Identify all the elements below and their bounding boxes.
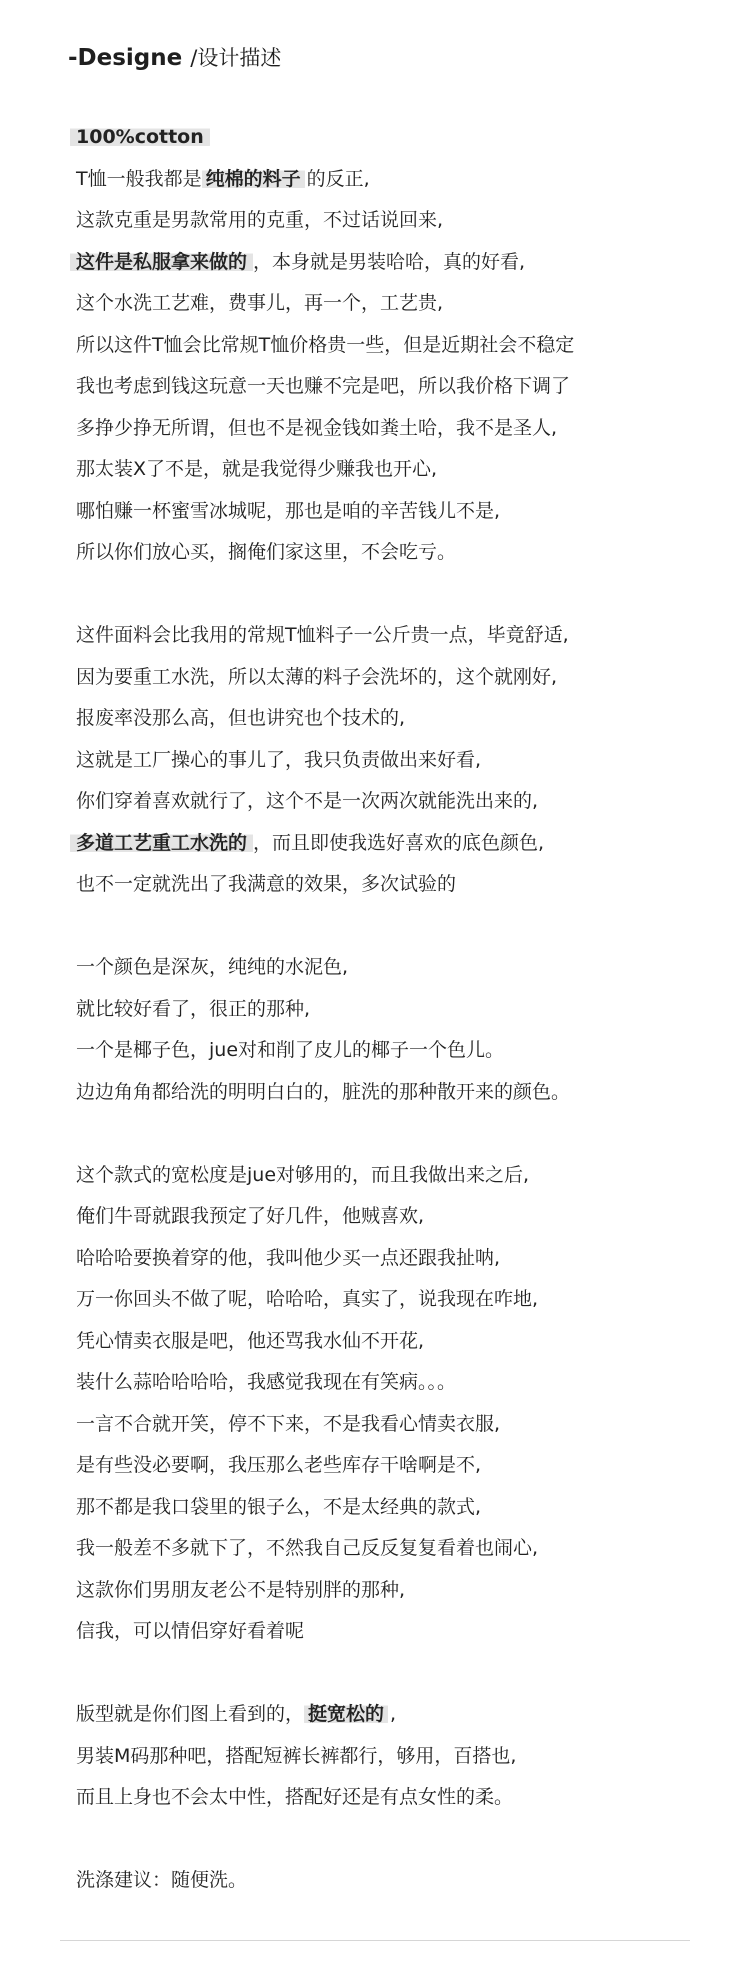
highlight-private-wear: 这件是私服拿来做的 <box>70 251 253 273</box>
section-title-chinese: /设计描述 <box>190 46 282 70</box>
text-segment: ，本身就是男装哈哈，真的好看, <box>253 250 526 273</box>
text-line: 俺们牛哥就跟我预定了好几件，他贼喜欢, <box>76 1205 425 1227</box>
text-line: 我一般差不多就下了，不然我自己反反复复看着也闹心, <box>76 1537 539 1559</box>
text-line: 是有些没必要啊，我压那么老些库存干啥啊是不, <box>76 1454 482 1476</box>
text-line: 报废率没那么高，但也讲究也个技术的, <box>76 707 406 729</box>
text-line <box>76 1694 716 1736</box>
text-line: 这就是工厂操心的事儿了，我只负责做出来好看, <box>76 748 482 771</box>
text-line: 我也考虑到钱这玩意一天也赚不完是吧，所以我价格下调了 <box>76 375 571 397</box>
section-title-english: -Designe <box>68 45 183 71</box>
paragraph-gap <box>76 906 716 948</box>
text-segment: T恤一般我都是 <box>76 167 202 190</box>
text-line <box>76 242 716 284</box>
highlight-heavy-wash: 多道工艺重工水洗的 <box>70 832 253 854</box>
highlight-material-tag: 100%cotton <box>70 126 210 148</box>
text-line <box>76 823 716 865</box>
text-line: 男装M码那种吧，搭配短裤长裤都行，够用，百搭也, <box>76 1744 517 1767</box>
text-line: 一言不合就开笑，停不下来，不是我看心情卖衣服, <box>76 1412 501 1435</box>
text-line: 就比较好看了，很正的那种, <box>76 997 311 1020</box>
text-segment: 的反正, <box>306 167 370 190</box>
text-line <box>76 117 716 159</box>
text-line: 也不一定就洗出了我满意的效果，多次试验的 <box>76 873 457 895</box>
text-line: 你们穿着喜欢就行了，这个不是一次两次就能洗出来的, <box>76 790 539 812</box>
text-line <box>76 159 716 201</box>
paragraph-gap <box>76 574 716 616</box>
text-line: 这款你们男朋友老公不是特别胖的那种, <box>76 1578 406 1601</box>
text-line: 边边角角都给洗的明明白白的，脏洗的那种散开来的颜色。 <box>76 1080 571 1103</box>
text-line: 而且上身也不会太中性，搭配好还是有点女性的柔。 <box>76 1786 514 1808</box>
text-line: 装什么蒜哈哈哈哈，我感觉我现在有笑病。。。 <box>76 1371 457 1393</box>
highlight-pure-cotton: 纯棉的料子 <box>202 168 305 190</box>
text-line: 凭心情卖衣服是吧，他还骂我水仙不开花, <box>76 1329 425 1352</box>
paragraph-gap <box>76 1113 716 1155</box>
description-body <box>76 117 716 1902</box>
text-segment: , <box>390 1703 397 1725</box>
text-line: 一个是椰子色，jue对和削了皮儿的椰子一个色儿。 <box>76 1039 505 1061</box>
text-line: 因为要重工水洗，所以太薄的料子会洗坏的，这个就刚好, <box>76 665 558 688</box>
text-segment: 版型就是你们图上看到的， <box>76 1703 305 1725</box>
text-line: 信我，可以情侣穿好看着呢 <box>76 1620 305 1642</box>
text-line: 这个水洗工艺难，费事儿，再一个，工艺贵, <box>76 292 444 314</box>
text-line: 那不都是我口袋里的银子么，不是太经典的款式, <box>76 1495 482 1518</box>
text-line: 哈哈哈要换着穿的他，我叫他少买一点还跟我扯呐, <box>76 1246 501 1269</box>
text-line: 这件面料会比我用的常规T恤料子一公斤贵一点，毕竟舒适, <box>76 624 569 646</box>
text-line: 一个颜色是深灰，纯纯的水泥色, <box>76 956 349 978</box>
text-line: 这款克重是男款常用的克重，不过话说回来, <box>76 209 444 231</box>
paragraph-gap <box>76 1653 716 1695</box>
text-line: 万一你回头不做了呢，哈哈哈，真实了，说我现在咋地, <box>76 1288 539 1310</box>
washing-instructions: 洗涤建议：随便洗。 <box>76 1869 248 1891</box>
paragraph-gap <box>76 1819 716 1861</box>
highlight-loose-fit: 挺宽松的 <box>304 1703 388 1725</box>
text-segment: ，而且即使我选好喜欢的底色颜色, <box>253 831 545 854</box>
text-line: 所以你们放心买，搁俺们家这里，不会吃亏。 <box>76 541 457 563</box>
text-line: 这个款式的宽松度是jue对够用的，而且我做出来之后, <box>76 1163 530 1186</box>
text-line: 那太装X了不是，就是我觉得少赚我也开心, <box>76 458 438 480</box>
section-title <box>68 36 281 81</box>
text-line: 哪怕赚一杯蜜雪冰城呢，那也是咱的辛苦钱儿不是, <box>76 499 501 522</box>
footer-divider <box>60 1940 690 1941</box>
text-line: 多挣少挣无所谓，但也不是视金钱如粪土哈，我不是圣人, <box>76 416 558 439</box>
text-line: 所以这件T恤会比常规T恤价格贵一些，但是近期社会不稳定 <box>76 333 575 356</box>
